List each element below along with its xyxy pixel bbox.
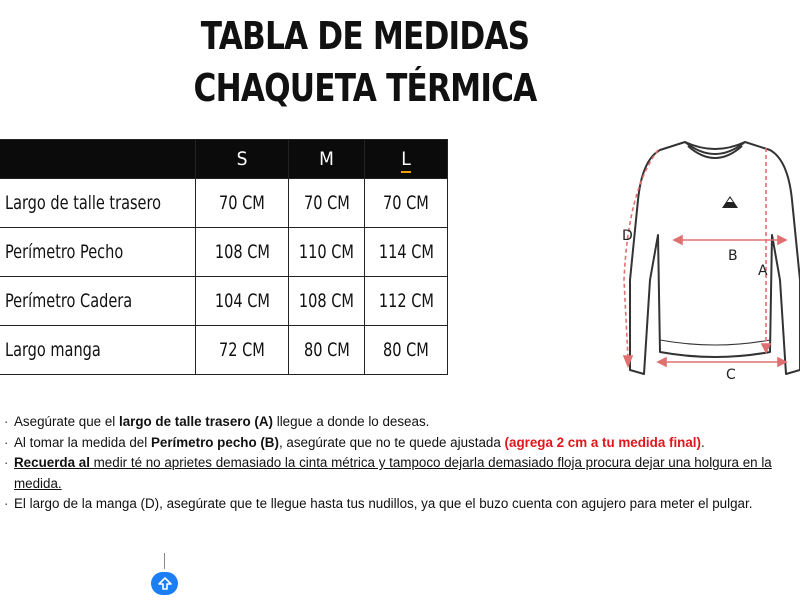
table-row [0,326,448,375]
cell-value: 70 CM [289,179,365,228]
cell-value: 80 CM [365,326,448,375]
row-label: Perímetro Cadera [0,277,196,326]
scroll-top-button[interactable] [151,572,178,595]
scroll-top-icon [158,577,172,591]
list-item: · Recuerda al medir té no aprietes demasiado la cinta métrica y tampoco dejarla demasiado floja procura dejar una holgura en la medida. [14,453,800,494]
cell-value: 108 CM [289,277,365,326]
table-row [0,179,448,228]
row-label: Largo manga [0,326,196,375]
row-label: Perímetro Pecho [0,228,196,277]
cell-value: 108 CM [196,228,289,277]
cell-value: 112 CM [365,277,448,326]
logo-icon [722,196,738,208]
page-title-line1: TABLA DE MEDIDAS [200,14,530,58]
jacket-outline [630,142,800,374]
header-size-m: M [289,140,365,179]
cell-value: 80 CM [289,326,365,375]
table-row [0,277,448,326]
cell-value: 70 CM [196,179,289,228]
size-table [0,139,448,375]
instructions-list [0,412,800,515]
header-size-l-label: L [401,148,411,173]
label-c: C [726,367,736,383]
list-item: · Asegúrate que el largo de talle trasero (A) llegue a donde lo deseas. [14,412,800,433]
row-label: Largo de talle trasero [0,179,196,228]
label-d: D [622,228,633,244]
cell-value: 110 CM [289,228,365,277]
measure-lines [624,148,786,366]
header-size-l [365,140,448,179]
table-row [0,228,448,277]
label-a: A [758,263,768,279]
cell-value: 70 CM [365,179,448,228]
scroll-indicator-line [164,553,165,569]
header-blank [0,140,196,179]
label-b: B [728,248,738,264]
cell-value: 104 CM [196,277,289,326]
list-item: · Al tomar la medida del Perímetro pecho (B), asegúrate que no te quede ajustada (agrega 2 cm a tu medida final). [14,433,800,454]
size-table-header [0,140,448,179]
header-size-s: S [196,140,289,179]
list-item: · El largo de la manga (D), asegúrate que te llegue hasta tus nudillos, ya que el buzo cuenta con agujero para meter el pulgar. [14,494,800,515]
cell-value: 114 CM [365,228,448,277]
jacket-diagram [610,130,800,390]
page-title-line2: CHAQUETA TÉRMICA [193,66,537,110]
cell-value: 72 CM [196,326,289,375]
